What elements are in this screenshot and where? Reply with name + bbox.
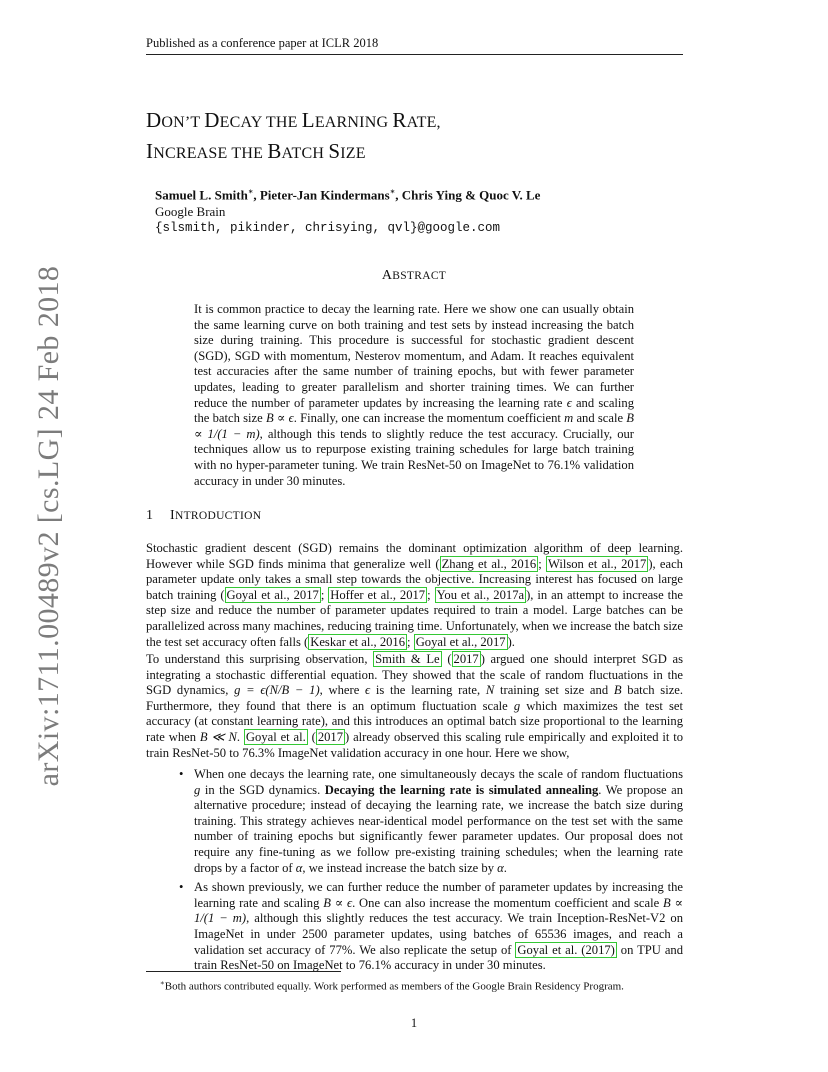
abstract-heading: ABSTRACT xyxy=(381,268,447,283)
section-heading-introduction: 1 INTRODUCTION xyxy=(146,508,262,523)
citation-link[interactable]: 2017 xyxy=(317,729,344,744)
author-names: Samuel L. Smith∗, Pieter-Jan Kindermans∗, Chris Ying & Quoc V. Le xyxy=(155,187,541,203)
citation-link[interactable]: Goyal et al., 2017 xyxy=(415,634,506,649)
citation-link[interactable]: 2017 xyxy=(453,652,479,666)
author-emails: {slsmith, pikinder, chrisying, qvl}@google.com xyxy=(155,221,501,236)
footnote-rule xyxy=(146,971,341,972)
citation-link[interactable]: Hoffer et al., 2017 xyxy=(330,587,426,602)
intro-paragraph-2: To understand this surprising observation, Smith & Le ( 2017 ) argued one should interpret SGD as integrating a stochastic differential equation. They showed that the scale of random fluctuations in the SGD dynamics, g = ϵ(N/B − 1), where ϵ is the learning rate, N training set size and B batch size. Furthermore, they found that there is an optimum fluctuation scale g which maximizes the test set accuracy (at constant learning rate), and this introduces an optimal batch size proportional to the learning rate when B ≪ N. Goyal et al. ( 2017 ) already observed this scaling rule empirically and exploited it to train ResNet-50 to 76.3% ImageNet validation accuracy in one hour. Here we show, xyxy=(146,652,684,760)
bullet-icon: • xyxy=(179,767,184,781)
citation-link[interactable]: You et al., 2017a xyxy=(436,587,525,602)
page-number: 1 xyxy=(410,1016,418,1030)
citation-link[interactable]: Goyal et al., 2017 xyxy=(226,587,319,602)
running-header: Published as a conference paper at ICLR 2018 xyxy=(146,36,683,55)
title-line-1: DON’T DECAY THE LEARNING RATE, xyxy=(146,108,441,132)
paper-title xyxy=(146,106,441,168)
arxiv-identifier: arXiv:1711.00489v2 [cs.LG] 24 Feb 2018 xyxy=(32,265,65,787)
contribution-list xyxy=(176,767,683,978)
abstract-text: It is common practice to decay the learning rate. Here we show one can usually obtain the same learning curve on both training and test sets by instead increasing the batch size during training. This procedure is successful for stochastic gradient descent (SGD), SGD with momentum, Nesterov momentum, and Adam. It reaches equivalent test accuracies after the same number of training epochs, but with fewer parameter updates, leading to greater parallelism and shorter training times. We can further reduce the number of parameter updates by increasing the learning rate ϵ and scaling the batch size B ∝ ϵ. Finally, one can increase the momentum coefficient m and scale B ∝ 1/(1 − m), although this tends to slightly reduce the test accuracy. Crucially, our techniques allow us to repurpose existing training schedules for large batch training with no hyper-parameter tuning. We train ResNet-50 on ImageNet to 76.1% validation accuracy in under 30 minutes. xyxy=(194,302,635,488)
citation-link[interactable]: Goyal et al. (2017) xyxy=(517,942,615,957)
intro-paragraph-1: Stochastic gradient descent (SGD) remains the dominant optimization algorithm of deep learning. However while SGD finds minima that generalize well ( Zhang et al., 2016 ; Wilson et al., 2017 ), each parameter update only takes a small step towards the objective. Increasing interest has focused on large batch training ( Goyal et al., 2017 ; Hoffer et al., 2017 ; You et al., 2017a ), in an attempt to increase the step size and reduce the number of parameter updates required to train a model. Large batches can be parallelized across many machines, reducing training time. Unfortunately, when we increase the batch size the test set accuracy often falls ( Keskar et al., 2016 ; Goyal et al., 2017 ). xyxy=(146,541,684,649)
emphasis-text: Decaying the learning rate is simulated annealing xyxy=(324,782,599,797)
affiliation: Google Brain xyxy=(155,204,226,220)
citation-link[interactable]: Goyal et al. xyxy=(245,729,306,744)
author-block xyxy=(155,183,540,237)
list-item: • When one decays the learning rate, one simultaneously decays the scale of random fluctuations g in the SGD dynamics. Decaying the learning rate is simulated annealing. We propose an alternative procedure; instead of decaying the learning rate, we increase the batch size during training. This strategy achieves near-identical model performance on the test set with the same number of training epochs but significantly fewer parameter updates. Our proposal does not require any fine-tuning as we follow pre-existing training schedules; when the learning rate drops by a factor of α, we instead increase the batch size by α. xyxy=(179,767,683,875)
bullet-icon: • xyxy=(179,880,184,895)
citation-link[interactable]: Keskar et al., 2016 xyxy=(310,634,406,649)
citation-link[interactable]: Zhang et al., 2016 xyxy=(441,556,537,571)
citation-link[interactable]: Smith & Le xyxy=(375,652,440,666)
list-item: • As shown previously, we can further reduce the number of parameter updates by increasing the learning rate and scaling B ∝ ϵ. One can also increase the momentum coefficient and scale B ∝ 1/(1 − m), although this slightly reduces the test accuracy. We train Inception-ResNet-V2 on ImageNet in under 2500 parameter updates, using batches of 65536 images, and reach a validation set accuracy of 77%. We also replicate the setup of Goyal et al. (2017) on TPU and train ResNet-50 on ImageNet to 76.1% accuracy in under 30 minutes. xyxy=(179,880,684,973)
citation-link[interactable]: Wilson et al., 2017 xyxy=(547,556,647,571)
title-line-2: INCREASE THE BATCH SIZE xyxy=(146,139,366,163)
footnote: ∗Both authors contributed equally. Work performed as members of the Google Brain Residency Program. xyxy=(160,979,624,993)
